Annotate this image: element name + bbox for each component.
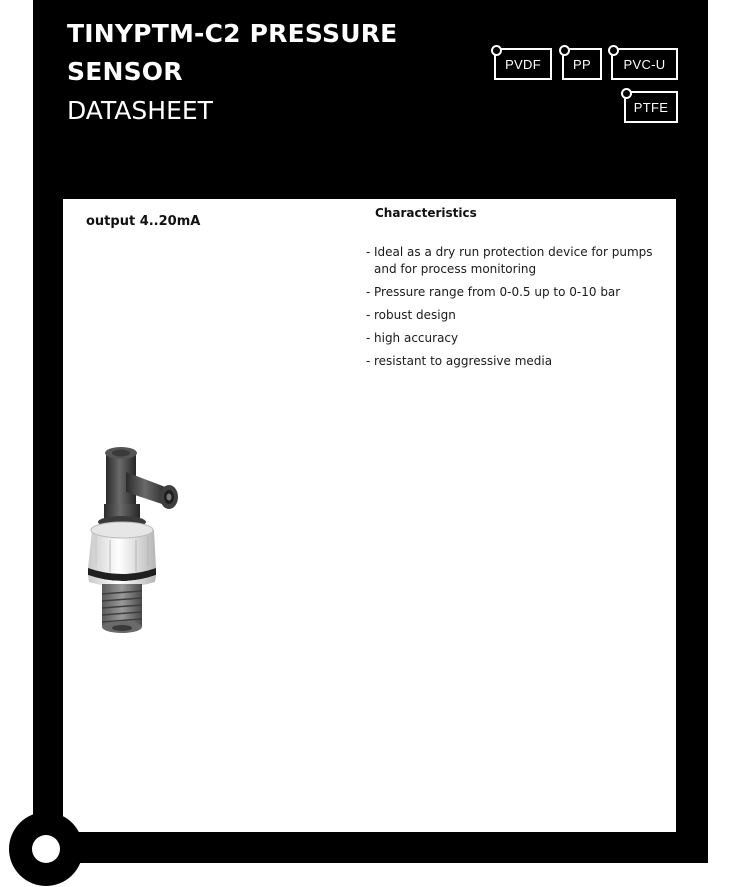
page-subtitle: DATASHEET xyxy=(67,96,213,125)
output-label: output 4..20mA xyxy=(86,214,201,229)
badge-pin-icon xyxy=(608,45,619,56)
list-item: - Ideal as a dry run protection device for pumps and for process monitoring xyxy=(366,245,653,276)
material-badge-label: PP xyxy=(573,56,591,72)
list-item: - robust design xyxy=(366,308,456,322)
page-title-line2: SENSOR xyxy=(67,57,183,86)
page-title: TINYPTM-C2 PRESSURE xyxy=(67,19,398,48)
list-item: - resistant to aggressive media xyxy=(366,354,553,368)
characteristics-list xyxy=(366,244,666,376)
material-badge-label: PTFE xyxy=(633,99,669,115)
pressure-sensor-image xyxy=(82,444,186,642)
material-badge-pvdf xyxy=(494,48,552,80)
material-badge-label: PVDF xyxy=(505,56,541,72)
badge-pin-icon xyxy=(621,88,632,99)
material-badge-pvc-u xyxy=(611,48,678,80)
material-badge-pp xyxy=(562,48,602,80)
characteristics-heading: Characteristics xyxy=(375,206,477,220)
list-item: - high accuracy xyxy=(366,331,459,345)
decorative-ring-center xyxy=(32,835,60,863)
material-badge-ptfe xyxy=(624,91,678,123)
badge-pin-icon xyxy=(559,45,570,56)
badge-pin-icon xyxy=(491,45,502,56)
material-badge-label: PVC-U xyxy=(623,56,666,72)
list-item: - Pressure range from 0-0.5 up to 0-10 bar xyxy=(366,285,621,299)
